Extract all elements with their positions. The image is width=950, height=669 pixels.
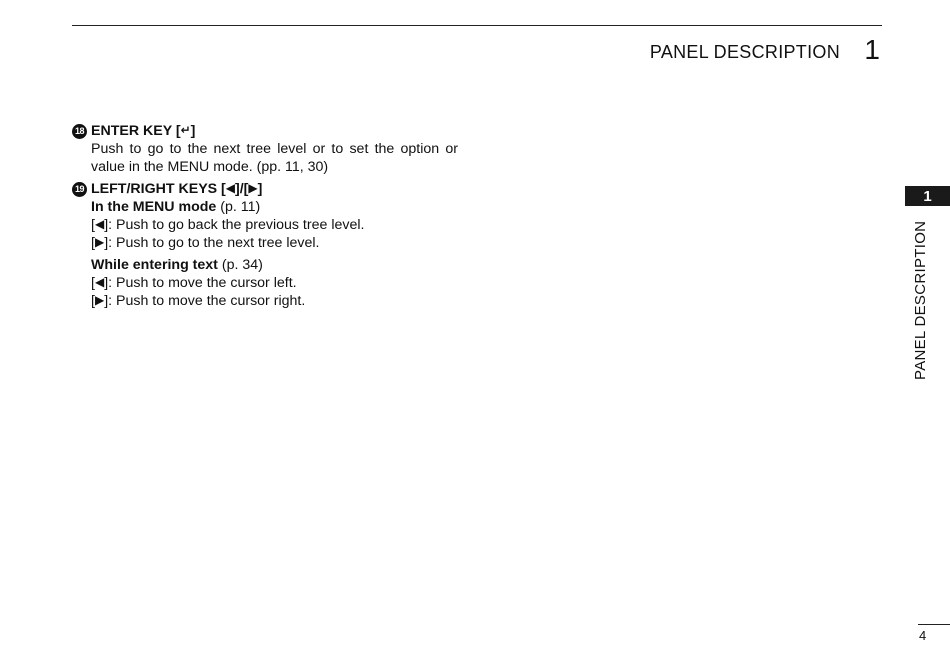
left-arrow-icon: ◀ xyxy=(94,217,105,231)
right-arrow-icon: ▶ xyxy=(94,293,105,307)
item-number-badge: 19 xyxy=(72,182,87,197)
key-line: [▶]: Push to go to the next tree level. xyxy=(91,235,320,251)
subsection-menu-mode xyxy=(91,198,458,252)
item-heading xyxy=(72,180,458,198)
subsection-ref: (p. 34) xyxy=(217,257,263,273)
heading-mid: ]/[ xyxy=(235,181,249,197)
key-line: [▶]: Push to move the cursor right. xyxy=(91,293,306,309)
content xyxy=(72,122,458,310)
heading-close: ] xyxy=(257,181,263,197)
page-number: 4 xyxy=(919,628,927,643)
subsection-title: In the MENU mode xyxy=(91,199,217,215)
heading-close: ] xyxy=(190,123,196,139)
key-line: [◀]: Push to go back the previous tree level. xyxy=(91,217,365,233)
right-arrow-icon: ▶ xyxy=(248,181,258,195)
subsection-title-line xyxy=(91,198,458,216)
enter-icon: ↵ xyxy=(180,123,191,137)
top-rule xyxy=(72,25,882,26)
subsection-title-line xyxy=(91,256,458,274)
right-arrow-icon: ▶ xyxy=(94,235,105,249)
subsection-ref: (p. 11) xyxy=(216,199,261,215)
chapter-tab: 1 xyxy=(905,186,950,206)
subsection-entering-text xyxy=(91,256,458,310)
item-heading xyxy=(72,122,458,140)
heading-text: ENTER KEY [ xyxy=(91,123,181,139)
item-enter-key xyxy=(72,122,458,176)
item-body: Push to go to the next tree level or to set the option or value in the MENU mode. (pp. 11, 30) xyxy=(91,141,458,175)
left-arrow-icon: ◀ xyxy=(225,181,236,195)
item-number-badge: 18 xyxy=(72,124,87,139)
key-line: [◀]: Push to move the cursor left. xyxy=(91,275,297,291)
heading-text: LEFT/RIGHT KEYS [ xyxy=(91,181,226,197)
footer-rule xyxy=(918,624,950,625)
left-arrow-icon: ◀ xyxy=(94,275,105,289)
chapter-tab-label: PANEL DESCRIPTION xyxy=(912,220,929,380)
item-left-right-keys xyxy=(72,180,458,310)
section-header-title: PANEL DESCRIPTION xyxy=(649,42,840,62)
chapter-number: 1 xyxy=(864,34,880,65)
subsection-title: While entering text xyxy=(91,257,218,273)
